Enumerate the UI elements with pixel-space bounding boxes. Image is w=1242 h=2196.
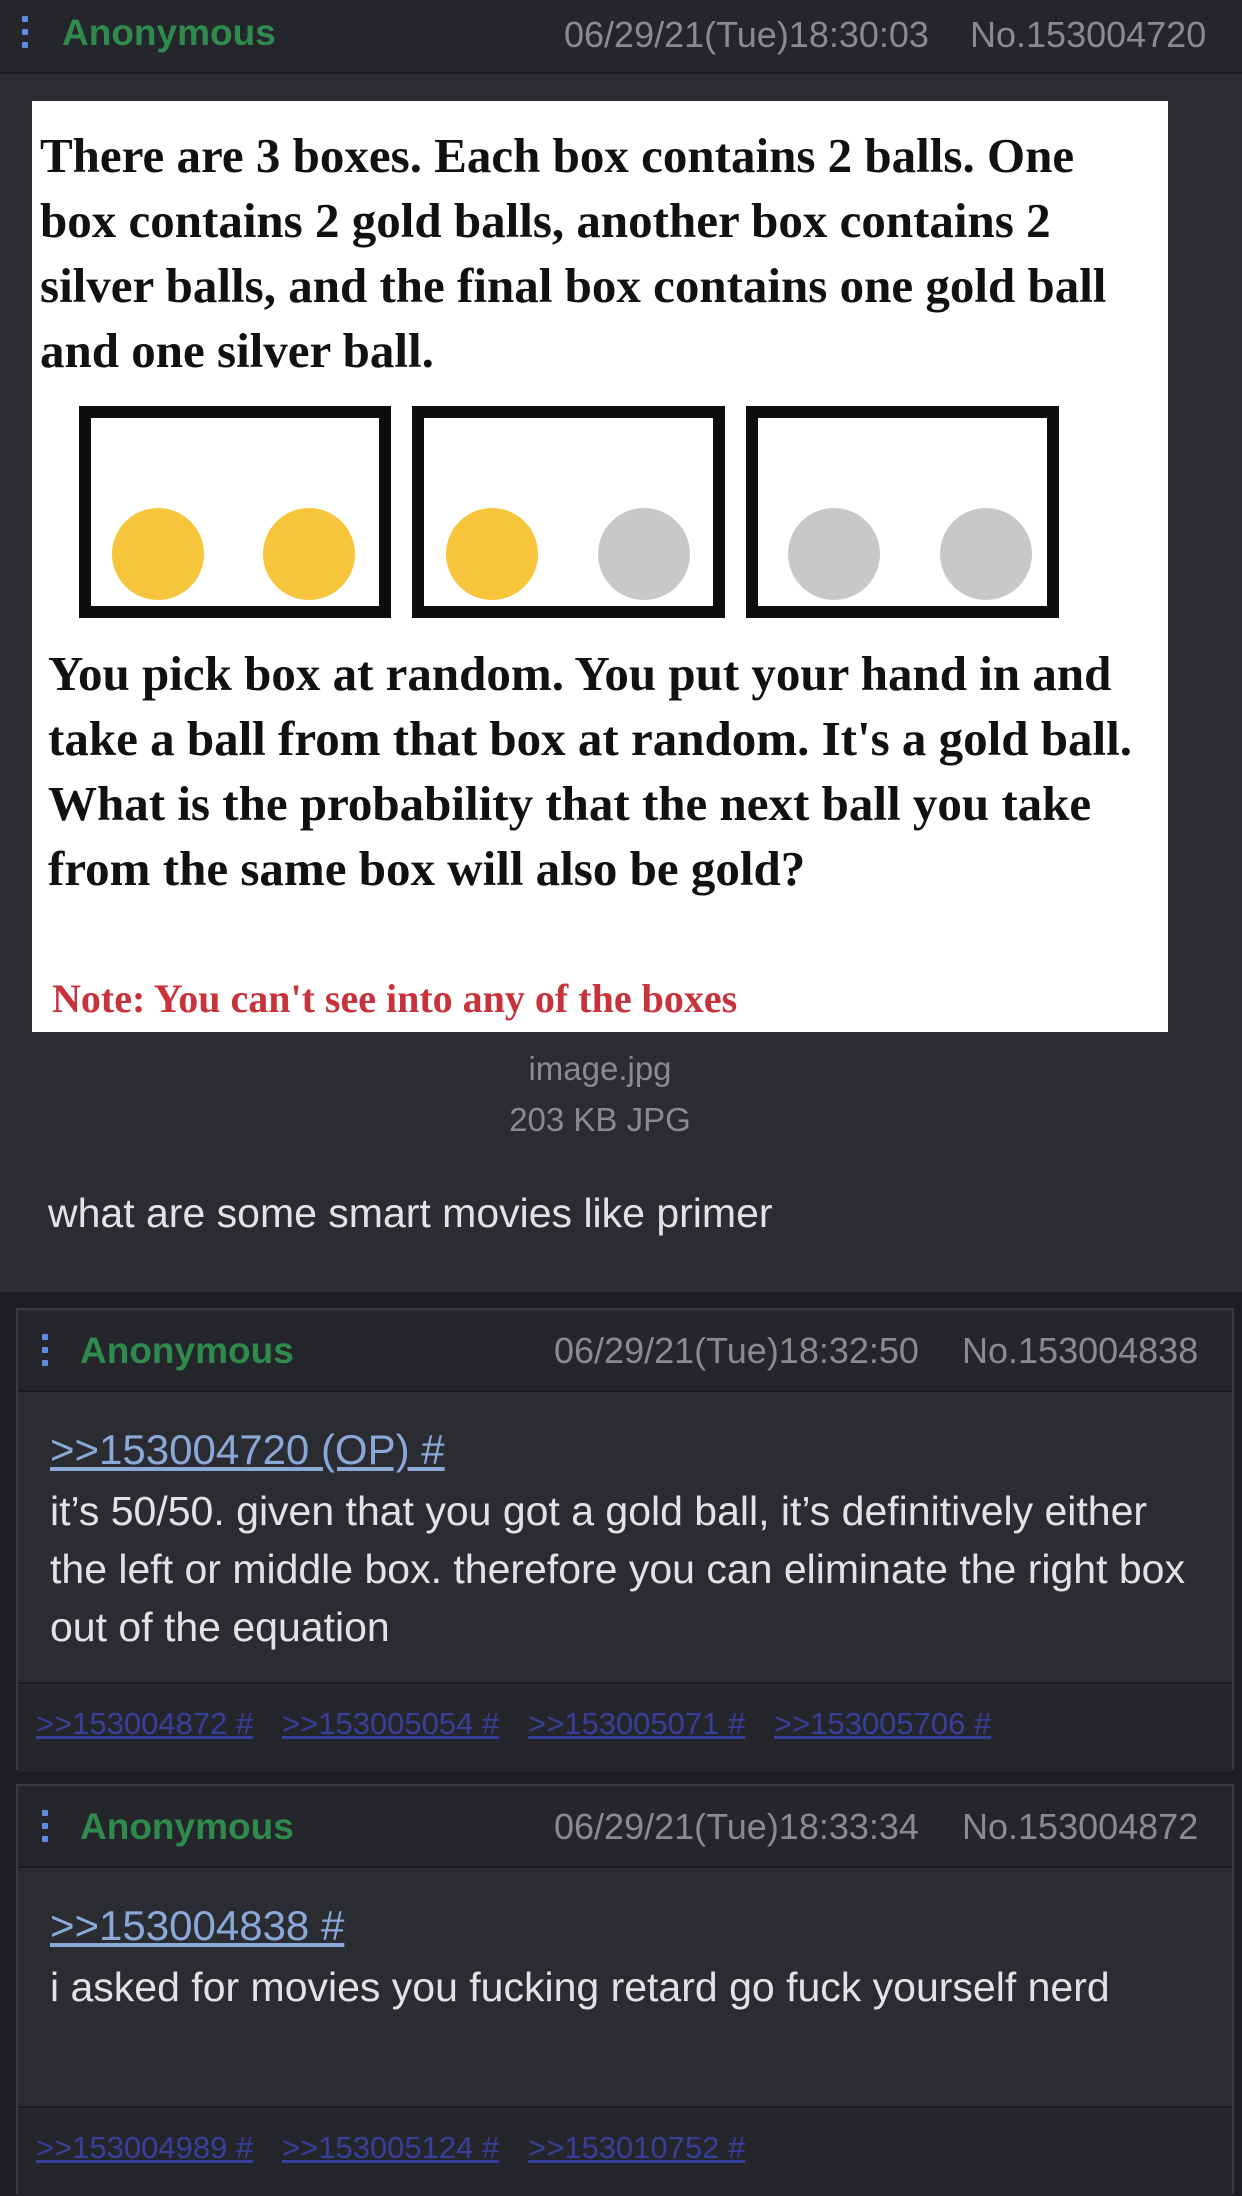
reply-text: i asked for movies you fucking retard go fuck yourself nerd [50, 1964, 1110, 2010]
reply-text: it’s 50/50. given that you got a gold ball, it’s definitively either the left or middle box. therefore you can eliminate the right box out of the equation [50, 1488, 1185, 1650]
box-gold-gold [79, 406, 391, 618]
riddle-text-top: There are 3 boxes. Each box contains 2 balls. One box contains 2 gold balls, another box contains 2 silver balls, and the final box contains one gold ball and one silver ball. [40, 128, 1107, 378]
reply-post [16, 1784, 1234, 2194]
backlink[interactable]: >>153005706 # [774, 1706, 992, 1741]
poster-name: Anonymous [80, 1330, 294, 1371]
gold-ball [112, 508, 204, 600]
box-silver-silver [746, 406, 1059, 618]
poster-name: Anonymous [62, 12, 276, 53]
silver-ball [598, 508, 690, 600]
reply-post [16, 1308, 1234, 1770]
backlinks [18, 1682, 1232, 1772]
backlink[interactable]: >>153005071 # [528, 1706, 746, 1741]
op-image[interactable] [32, 101, 1168, 1032]
poster-name: Anonymous [80, 1806, 294, 1847]
backlink[interactable]: >>153010752 # [528, 2130, 746, 2165]
backlink[interactable]: >>153004989 # [36, 2130, 254, 2165]
post-datetime: 06/29/21(Tue)18:30:03 [564, 14, 929, 55]
post-number[interactable]: No.153004720 [970, 14, 1207, 55]
silver-ball [940, 508, 1032, 600]
box-gold-silver [412, 406, 725, 618]
silver-ball [788, 508, 880, 600]
backlink[interactable]: >>153004872 # [36, 1706, 254, 1741]
riddle-note: Note: You can't see into any of the boxes [52, 976, 738, 1021]
quote-link[interactable]: >>153004838 # [50, 1902, 345, 1949]
post-number[interactable]: No.153004872 [962, 1806, 1199, 1847]
post-datetime: 06/29/21(Tue)18:32:50 [554, 1330, 919, 1371]
post-menu-icon[interactable] [42, 1334, 48, 1373]
file-name[interactable]: image.jpg [528, 1050, 672, 1087]
reply-header [18, 1310, 1232, 1392]
backlinks [18, 2106, 1232, 2196]
backlink[interactable]: >>153005124 # [282, 2130, 500, 2165]
op-comment: what are some smart movies like primer [48, 1190, 773, 1236]
op-post-header [0, 0, 1242, 74]
riddle-text-bottom: You pick box at random. You put your hand in and take a ball from that box at random. It's a gold ball. What is the probability that the next ball you take from the same box will also be gold? [48, 646, 1132, 896]
post-number[interactable]: No.153004838 [962, 1330, 1199, 1371]
post-menu-icon[interactable] [22, 16, 28, 55]
post-datetime: 06/29/21(Tue)18:33:34 [554, 1806, 919, 1847]
reply-header [18, 1786, 1232, 1868]
gold-ball [263, 508, 355, 600]
quote-link[interactable]: >>153004720 (OP) # [50, 1426, 445, 1473]
post-menu-icon[interactable] [42, 1810, 48, 1849]
gold-ball [446, 508, 538, 600]
file-size: 203 KB JPG [509, 1101, 691, 1138]
backlink[interactable]: >>153005054 # [282, 1706, 500, 1741]
